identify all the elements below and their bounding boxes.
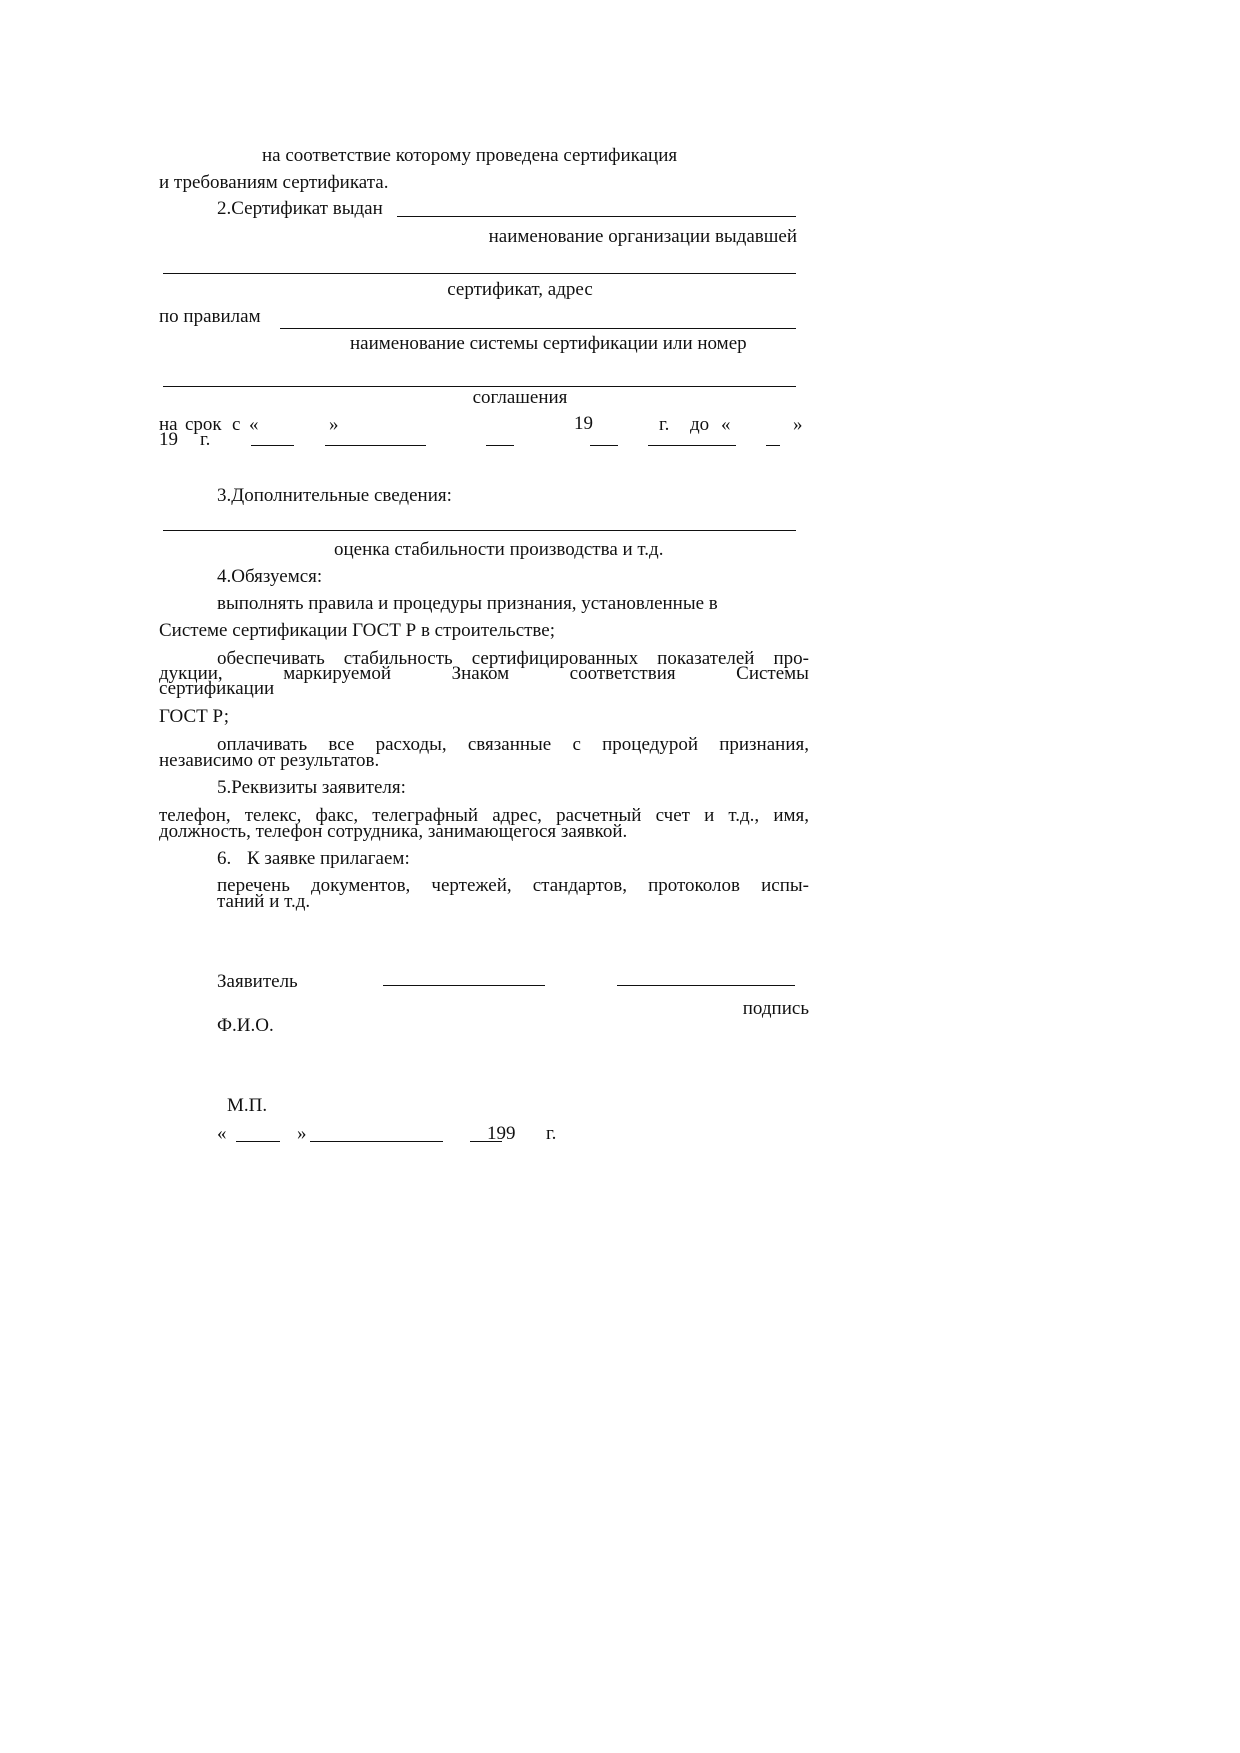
term-open-quote-2: « (721, 414, 731, 435)
additional-info-line (163, 530, 796, 531)
section-3-note: оценка стабильности производства и т.д. (334, 539, 664, 560)
obligation-2-word: соответствия (569, 663, 676, 684)
issuer-fill-line-2 (163, 273, 796, 274)
issuer-fill-line (397, 216, 796, 217)
section-4-label: 4.Обязуемся: (217, 566, 323, 587)
term-year-line2: 19 (159, 429, 178, 450)
fio-label: Ф.И.О. (217, 1015, 274, 1036)
obligation-3-line-2: независимо от результатов. (159, 750, 380, 771)
date-g: г. (546, 1123, 557, 1144)
rules-note-1: наименование системы сертификации или номер (350, 333, 747, 354)
term-open-quote: « (249, 414, 259, 435)
term-day-line-2 (590, 445, 618, 446)
term-close-quote: » (329, 414, 339, 435)
section-5-label: 5.Реквизиты заявителя: (217, 777, 406, 798)
term-word-na: на (159, 414, 178, 435)
date-month-line (310, 1141, 443, 1142)
obligation-2-line-4: ГОСТ Р; (159, 706, 230, 727)
date-close-quote: » (297, 1123, 307, 1144)
term-word-s: с (232, 414, 241, 435)
section-2-label: 2.Сертификат выдан (217, 198, 383, 219)
rules-fill-line (280, 328, 796, 329)
applicant-label: Заявитель (217, 971, 298, 992)
obligation-2-line-1: обеспечивать стабильность сертифицированных показателей про- (217, 648, 809, 669)
term-month-line-2 (648, 445, 736, 446)
obligation-2-word: маркируемой (283, 663, 392, 684)
rules-label: по правилам (159, 306, 261, 327)
section-6-number: 6. (217, 848, 232, 869)
term-g: г. (659, 414, 670, 435)
obligation-2-word: Системы (736, 663, 809, 684)
section-3-label: 3.Дополнительные сведения: (217, 485, 452, 506)
issuer-note-2: сертификат, адрес (447, 279, 593, 300)
date-open-quote: « (217, 1123, 227, 1144)
section-6-label: К заявке прилагаем: (247, 848, 410, 869)
obligation-2-word: дукции, (159, 663, 223, 684)
term-g-line2: г. (200, 429, 211, 450)
attachments-line-2: таний и т.д. (217, 891, 311, 912)
attachments-line-1: перечень документов, чертежей, стандартов, протоколов испы- (217, 875, 809, 896)
term-year-prefix: 19 (574, 413, 593, 434)
obligation-3-line-1: оплачивать все расходы, связанные с процедурой признания, (217, 734, 809, 755)
term-day-line-1 (251, 445, 294, 446)
requisites-line-2: должность, телефон сотрудника, занимающегося заявкой. (159, 821, 628, 842)
term-month-line-1 (325, 445, 426, 446)
signature-caption: подпись (742, 998, 809, 1019)
requisites-line-1: телефон, телекс, факс, телеграфный адрес, расчетный счет и т.д., имя, (159, 805, 809, 826)
date-day-line (236, 1141, 280, 1142)
term-year-line-2 (766, 445, 780, 446)
rules-note-2: соглашения (472, 387, 568, 408)
term-close-quote-2: » (793, 414, 803, 435)
obligation-1-line-1: выполнять правила и процедуры признания, установленные в (217, 593, 718, 614)
term-word-do: до (690, 414, 710, 435)
stamp-label: М.П. (227, 1095, 268, 1116)
applicant-signature-line (383, 985, 545, 986)
term-word-srok: срок (185, 414, 222, 435)
term-year-line-1 (486, 445, 514, 446)
date-year: 199 (487, 1123, 516, 1144)
obligation-2-line-3: сертификации (159, 678, 275, 699)
issuer-note-1: наименование организации выдавшей (488, 226, 797, 247)
obligation-2-word: Знаком (451, 663, 510, 684)
applicant-name-line (617, 985, 795, 986)
intro-line-1: на соответствие которому проведена сертификация (262, 145, 678, 166)
obligation-1-line-2: Системе сертификации ГОСТ Р в строительстве; (159, 620, 556, 641)
intro-line-2: и требованиям сертификата. (159, 172, 389, 193)
